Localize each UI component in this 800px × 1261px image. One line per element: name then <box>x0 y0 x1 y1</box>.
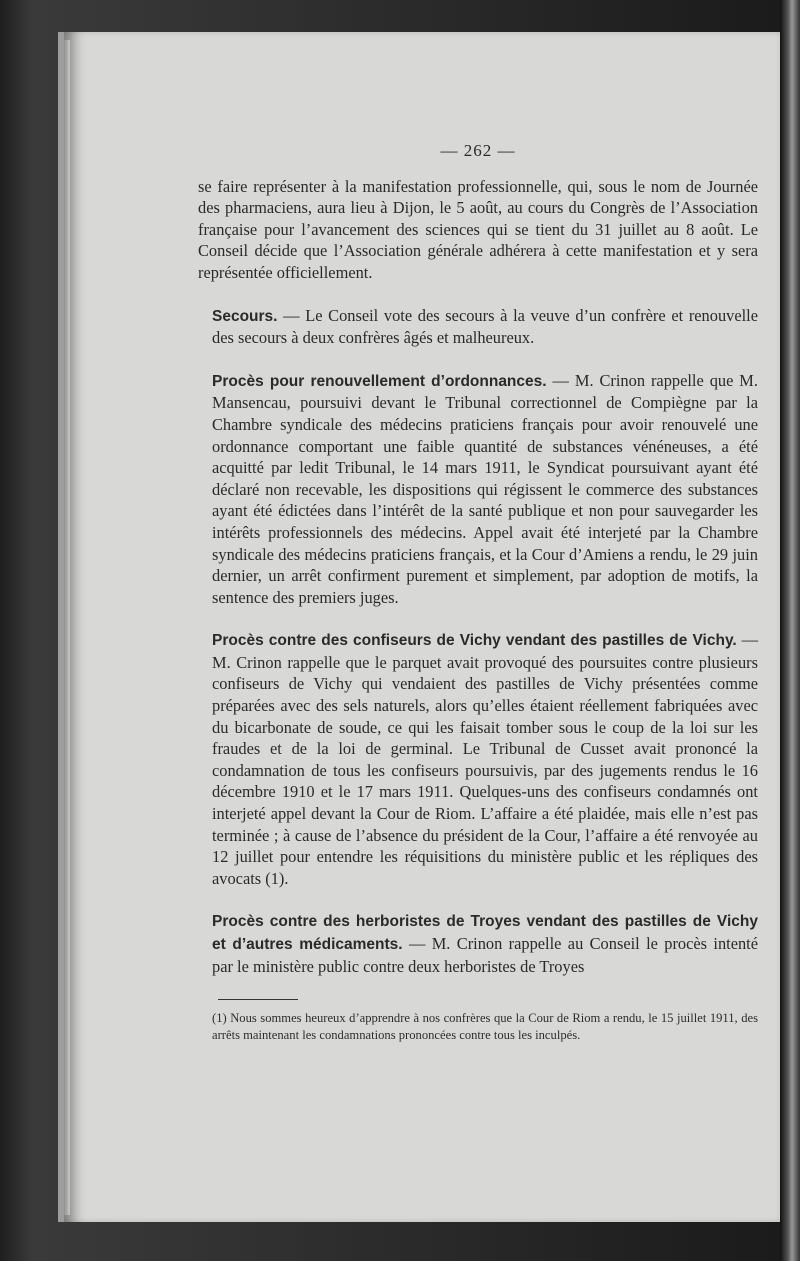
section-heading: Procès contre des confiseurs de Vichy vendant des pastilles de Vichy. <box>212 632 737 650</box>
section-text: — Le Conseil vote des secours à la veuve d’un confrère et renouvelle des secours à deux confrères âgés et malheureux. <box>212 305 758 348</box>
section-heading: Secours. <box>212 307 278 325</box>
footnote: (1) Nous sommes heureux d’apprendre à nos confrères que la Cour de Riom a rendu, le 15 juillet 1911, des arrêts maintenant les condamnations prononcées contre tous les inculpés. <box>212 1011 758 1043</box>
section-heading: Procès contre des herboristes de Troyes vendant des pastilles de Vichy et d’autres médicaments. <box>212 913 758 953</box>
section-ordonnances <box>198 370 758 609</box>
binding-strip <box>780 0 800 1261</box>
page-text <box>198 140 758 1044</box>
footnote-divider <box>218 999 298 1000</box>
section-herboristes <box>198 910 758 977</box>
section-text: — M. Crinon rappelle au Conseil le procès intenté par le ministère public contre deux herboristes de Troyes <box>212 934 759 976</box>
section-secours <box>198 305 758 349</box>
section-heading: Procès pour renouvellement d’ordonnances. <box>212 372 547 390</box>
section-text: — M. Crinon rappelle que le parquet avait provoqué des poursuites contre plusieurs confiseurs de Vichy qui vendaient des pastilles de Vichy présentées comme préparées avec des sels naturels, alors qu’elles étaient réellement fabriquées avec du bicarbonate de soude, ce qui les faisait tomber sous le coup de la loi sur les fraudes et de la loi de germinal. Le Tribunal de Cusset avait prononcé la condamnation de tous les confiseurs poursuivis, par des jugements rendus le 16 décembre 1910 et le 17 mars 1911. Quelques-uns des confiseurs condamnés ont interjeté appel devant la Cour de Riom. L’affaire a été plaidée, mais elle n’est pas terminée ; à cause de l’absence du président de la Cour, l’affaire a été renvoyée au 12 juillet pour entendre les réquisitions du ministère public et les répliques des avocats (1). <box>212 630 758 888</box>
page-number: — 262 — <box>440 141 516 160</box>
intro-paragraph: se faire représenter à la manifestation professionnelle, qui, sous le nom de Journée des pharmaciens, aura lieu à Dijon, le 5 août, au cours du Congrès de l’Association française pour l’avancement des sciences qui se tient du 31 juillet au 8 août. Le Conseil décide que l’Association générale adhérera à cette manifestation et y sera représentée officiellement. <box>198 176 758 282</box>
section-text: — M. Crinon rappelle que M. Mansencau, poursuivi devant le Tribunal correctionnel de Compiègne par la Chambre syndicale des médecins praticiens français pour avoir renouvelé une ordonnance comportant une faible quantité de substances vénéneuses, a été acquitté par ledit Tribunal, le 14 mars 1911, le Syndicat poursuivant ayant été déclaré non recevable, les dispositions qui régissent le commerce des substances ayant été édictées dans l’intérêt de la santé publique et non pour sauvegarder les intérêts professionnels des médecins. Appel avait été interjeté par la Chambre syndicale des médecins praticiens français, et la Cour d’Amiens a rendu, le 29 juin dernier, un arrêt confirment purement et simplement, par adoption de motifs, la sentence des premiers juges. <box>212 370 758 607</box>
section-confiseurs <box>198 629 758 889</box>
page-edge <box>64 40 70 1215</box>
